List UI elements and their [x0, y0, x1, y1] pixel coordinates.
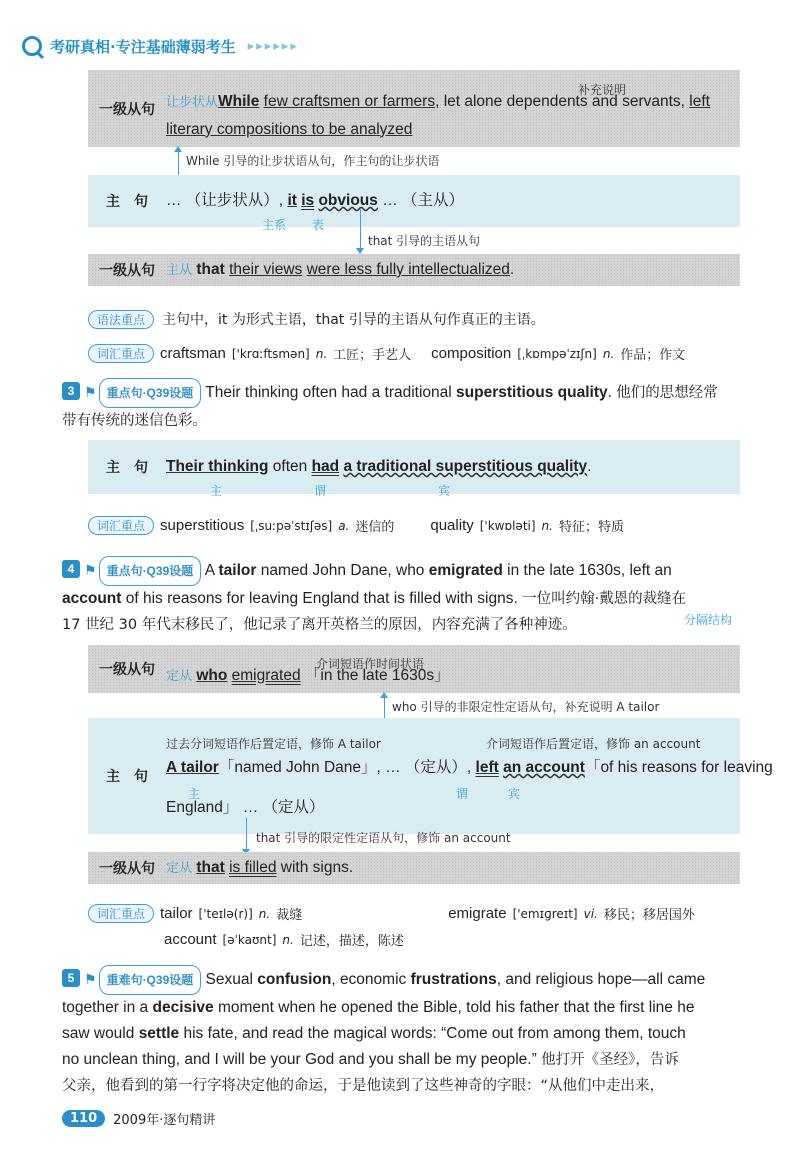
main-line-1	[166, 754, 773, 782]
subject: Their thinking	[166, 458, 269, 475]
sentence-text: , and religious hope—all came	[496, 971, 706, 988]
sentence-3	[62, 378, 752, 434]
vocab-def: 工匠；手艺人	[333, 348, 412, 363]
sentence-text: Their thinking often had a traditional	[205, 384, 457, 401]
clause-row-level1	[88, 70, 740, 147]
role-label: 谓	[456, 787, 469, 801]
vocab-def: 特征；特质	[558, 520, 624, 535]
vocab-pron: [ˌkɒmpəˈzɪʃn]	[517, 346, 597, 361]
row-label: 主 句	[106, 769, 148, 785]
relative-pronoun: that	[196, 859, 225, 876]
clause-predicate: were less fully intellectualized	[306, 261, 510, 278]
role-label: 主系	[262, 218, 287, 232]
clause-row-level1	[88, 852, 740, 884]
modifier: 「of his reasons for leaving	[584, 759, 773, 776]
translation: 父亲，他看到的第一行字将决定他的命运，于是他读到了这些神奇的字眼：“从他们中走出来，	[62, 1078, 665, 1094]
row-label: 主 句	[106, 194, 148, 210]
key-word: confusion	[257, 971, 332, 988]
connector-note: that 引导的限定性定语从句，修饰 an account	[256, 831, 511, 845]
vocab-tag: 词汇重点	[88, 344, 154, 363]
grammar-tag: 语法重点	[88, 310, 154, 329]
structure-label: 分隔结构	[684, 613, 733, 627]
clause-type-tag: 让步状从	[166, 93, 219, 109]
object: a traditional superstitious quality	[343, 458, 588, 475]
connector-note: that 引导的主语从句	[368, 234, 481, 248]
clause-rest: with signs.	[276, 859, 354, 876]
sentence-text: .	[607, 384, 617, 401]
vocab-word: craftsman	[160, 345, 226, 362]
page-header	[22, 30, 299, 62]
vocab-word: tailor	[160, 905, 193, 922]
vocab-pos: n.	[541, 518, 553, 533]
role-label: 主	[210, 484, 223, 498]
row-content	[166, 453, 592, 498]
sentence-text: in the late 1630s, left an	[502, 562, 672, 579]
translation: 17 世纪 30 年代末移民了，他记录了离开英格兰的原因，内容充满了各种神迹。	[62, 617, 577, 633]
time-phrase: 「in the late 1630s」	[304, 667, 450, 684]
vocab-def: 移民；移居国外	[603, 908, 695, 923]
predicative: obvious	[318, 192, 378, 209]
vocab-pron: ['emɪɡreɪt]	[512, 906, 578, 921]
row-content	[166, 854, 353, 882]
vocab-pron: [əˈkaʊnt]	[222, 932, 277, 947]
row-label: 主 句	[106, 460, 148, 476]
sentence-tag: 重难句·Q39设题	[99, 965, 202, 995]
row-content	[166, 718, 773, 834]
clause-object: literary compositions to be analyzed	[166, 120, 413, 138]
predicate: had	[311, 458, 340, 475]
vocab-word: superstitious	[160, 517, 245, 534]
role-label: 表	[312, 218, 325, 232]
predicate: left	[475, 759, 499, 776]
sentence-text: Sexual	[201, 971, 258, 988]
text-pre: … （让步状从）,	[166, 192, 284, 209]
connector-note: who 引导的非限定性定语从句，补充说明 A tailor	[392, 700, 660, 714]
vocab-pos: n.	[282, 932, 294, 947]
annotation: 过去分词短语作后置定语，修饰 A tailor	[166, 737, 381, 751]
relative-pronoun: who	[196, 667, 228, 684]
annotation: 介词短语作后置定语，修饰 an account	[486, 737, 701, 751]
text-post: … （主从）	[377, 192, 465, 209]
main-clause-row	[88, 175, 740, 232]
annotation: 介词短语作时间状语	[316, 657, 425, 671]
vocab-pron: [ˌsuːpəˈstɪʃəs]	[250, 518, 333, 533]
vocab-pron: ['krɑːftsmən]	[231, 346, 310, 361]
clause-type-tag: 定从	[166, 668, 193, 683]
conjunction: that	[196, 261, 225, 278]
clause-type-tag: 主从	[166, 262, 193, 277]
main-clause-row	[88, 718, 773, 834]
sentence-5	[62, 965, 752, 1099]
footer-title: 2009年·逐句精讲	[113, 1113, 216, 1128]
vocab-note	[88, 344, 685, 363]
translation: 带有传统的迷信色彩。	[62, 413, 207, 429]
sentence-tag: 重点句·Q39设题	[99, 378, 202, 408]
sentence-text: A	[204, 562, 219, 579]
vocab-word: emigrate	[448, 905, 507, 922]
vocab-def: 裁缝	[276, 908, 303, 923]
role-label: 谓	[314, 484, 327, 498]
flag-icon: ⚑	[84, 384, 97, 400]
sentence-text: no unclean thing, and I will be your God and you shall be my people.”	[62, 1051, 542, 1068]
search-logo-icon	[22, 36, 42, 56]
key-word: tailor	[218, 562, 257, 579]
vocab-tag: 词汇重点	[88, 516, 154, 535]
row-content	[166, 74, 736, 144]
vocab-pos: a.	[338, 518, 350, 533]
sentence-text: saw would	[62, 1025, 139, 1042]
connector-arrow	[246, 818, 247, 854]
connector-arrow	[178, 147, 179, 175]
linking-verb: is	[301, 192, 315, 209]
object: an account	[503, 759, 585, 776]
vocab-def: 记述，描述，陈述	[299, 934, 404, 949]
main-line-2: England」 … （定从）	[166, 799, 325, 816]
vocab-pos: vi.	[583, 906, 598, 921]
sentence-text: named John Dane, who	[256, 562, 429, 579]
vocab-pos: n.	[258, 906, 271, 921]
row-label: 一级从句	[99, 861, 155, 877]
grammar-text: 主句中，it 为形式主语，that 引导的主语从句作真正的主语。	[162, 312, 545, 328]
key-word: settle	[138, 1025, 180, 1042]
header-arrows-icon: ▸▸▸▸▸▸	[247, 38, 299, 54]
adverb: often	[268, 458, 312, 475]
clause-row-level1	[88, 645, 740, 693]
vocab-pron: ['teɪlə(r)]	[198, 906, 253, 921]
sentence-text: , economic	[331, 971, 411, 988]
vocab-note	[88, 904, 695, 923]
row-content	[166, 648, 726, 690]
modifier: 「named John Dane」, … （定从）,	[218, 759, 472, 776]
sentence-text: his fate, and read the magical words: “Come out from among them, touch	[179, 1025, 686, 1042]
vocab-note-line2	[164, 930, 404, 949]
vocab-tag: 词汇重点	[88, 904, 154, 923]
main-clause-row	[88, 440, 740, 498]
flag-icon: ⚑	[84, 562, 97, 578]
sentence-text: moment when he opened the Bible, told his father that the first line he	[213, 999, 695, 1016]
clause-verb: left	[689, 92, 710, 110]
row-label: 一级从句	[99, 263, 155, 279]
row-label: 一级从句	[99, 101, 155, 118]
sentence-4	[62, 556, 752, 638]
sentence-tag: 重点句·Q39设题	[99, 556, 202, 586]
grammar-note	[88, 309, 545, 329]
sentence-number: 4	[62, 560, 80, 578]
formal-subject: it	[287, 192, 297, 209]
sentence-text: of his reasons for leaving England that is filled with signs.	[121, 590, 523, 607]
role-label: 宾	[438, 484, 451, 498]
vocab-word: quality	[430, 517, 474, 534]
subject: A tailor	[166, 759, 219, 776]
translation: 他打开《圣经》，告诉	[541, 1052, 679, 1068]
parenthetical: , let alone dependents and servants,	[435, 92, 685, 110]
sentence-number: 5	[62, 969, 80, 987]
clause-subject: their views	[229, 261, 303, 278]
row-content	[166, 256, 514, 284]
clause-type-tag: 定从	[166, 860, 193, 875]
clause-verb: is filled	[229, 859, 277, 876]
role-label: 主	[188, 787, 201, 801]
page-footer	[62, 1109, 215, 1128]
period: .	[509, 261, 515, 278]
key-word: emigrated	[428, 562, 503, 579]
flag-icon: ⚑	[84, 971, 97, 987]
vocab-pos: n.	[315, 346, 328, 361]
row-label: 一级从句	[99, 662, 155, 678]
vocab-def: 迷信的	[355, 520, 395, 535]
conjunction: While	[218, 92, 260, 110]
vocab-pron: ['kwɒləti]	[479, 518, 536, 533]
vocab-word: account	[164, 931, 217, 948]
key-word: frustrations	[410, 971, 497, 988]
vocab-pos: n.	[602, 346, 615, 361]
translation: 他们的思想经常	[616, 385, 718, 401]
vocab-word: composition	[431, 345, 512, 362]
period: .	[587, 458, 592, 475]
vocab-def: 作品；作文	[620, 348, 686, 363]
clause-row-level1	[88, 254, 740, 286]
role-label: 宾	[508, 787, 521, 801]
clause-subject: few craftsmen or farmers	[263, 92, 436, 110]
key-word: decisive	[152, 999, 214, 1016]
vocab-note	[88, 516, 624, 535]
sentence-text: together in a	[62, 999, 153, 1016]
sentence-number: 3	[62, 382, 80, 400]
translation: 一位叫约翰·戴恩的裁缝在	[522, 591, 687, 607]
connector-arrow	[360, 209, 361, 253]
key-word: account	[62, 590, 122, 607]
key-phrase: superstitious quality	[456, 384, 608, 401]
annotation: 补充说明	[578, 82, 627, 97]
page-number: 110	[62, 1110, 105, 1127]
row-content	[166, 187, 465, 232]
clause-verb: emigrated	[231, 667, 301, 684]
connector-note: While 引导的让步状语从句，作主句的让步状语	[186, 154, 440, 168]
header-title: 考研真相·专注基础薄弱考生	[50, 37, 236, 56]
